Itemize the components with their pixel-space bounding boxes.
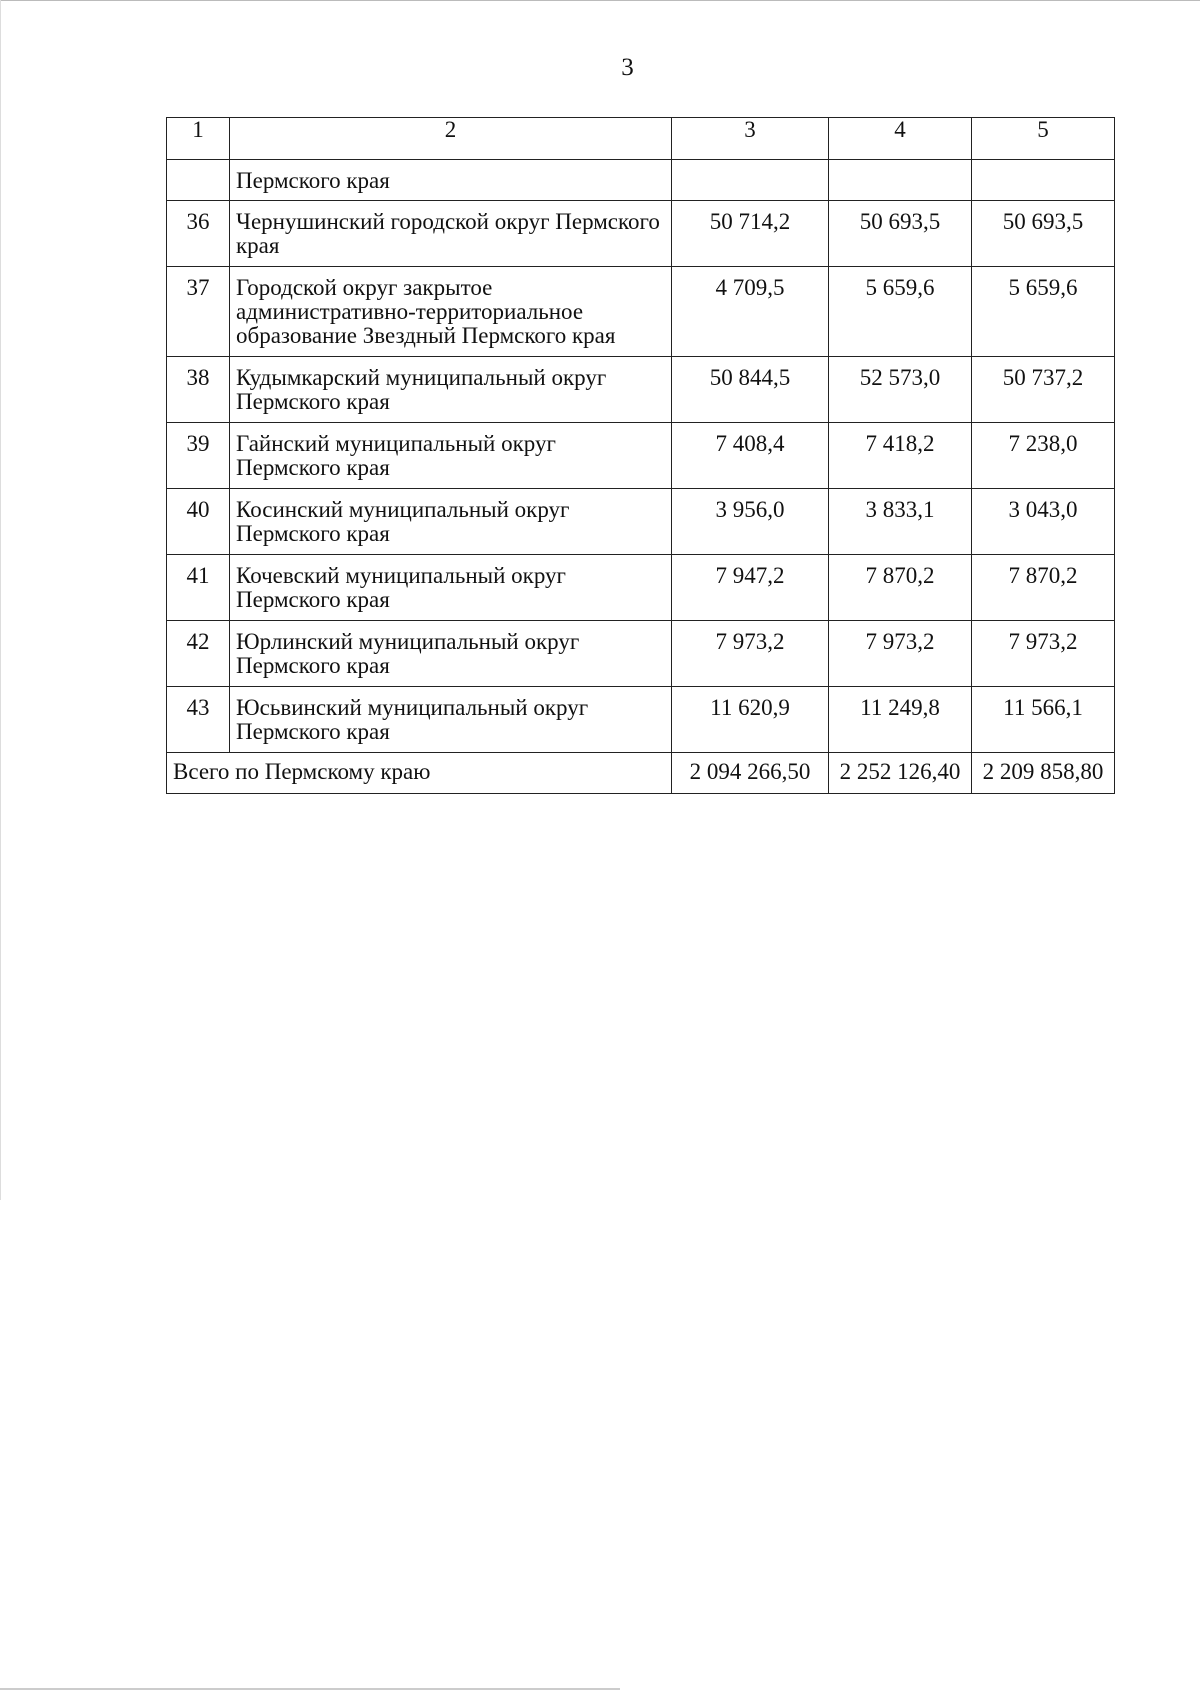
table-row	[167, 489, 1115, 555]
value-col4-cell: 7 870,2	[829, 555, 972, 621]
value-col4-cell: 3 833,1	[829, 489, 972, 555]
municipality-name-cell: Косинский муниципальный округ Пермского края	[230, 489, 672, 555]
header-cell-col5: 5	[972, 118, 1115, 160]
table-row	[167, 160, 1115, 201]
row-number-cell: 38	[167, 357, 230, 423]
municipality-name-cell: Кудымкарский муниципальный округ Пермского края	[230, 357, 672, 423]
header-cell-col3: 3	[672, 118, 829, 160]
municipality-name-cell: Чернушинский городской округ Пермского края	[230, 201, 672, 267]
municipality-name-cell: Кочевский муниципальный округ Пермского края	[230, 555, 672, 621]
table-row	[167, 357, 1115, 423]
value-col3-cell: 11 620,9	[672, 687, 829, 753]
row-number-cell	[167, 160, 230, 201]
value-col5-cell: 7 973,2	[972, 621, 1115, 687]
value-col3-cell: 7 408,4	[672, 423, 829, 489]
value-col3-cell: 7 973,2	[672, 621, 829, 687]
value-col3-cell	[672, 160, 829, 201]
value-col5-cell: 7 870,2	[972, 555, 1115, 621]
value-col4-cell: 11 249,8	[829, 687, 972, 753]
row-number-cell: 41	[167, 555, 230, 621]
scan-edge-left	[0, 0, 1, 1200]
header-cell-col2: 2	[230, 118, 672, 160]
value-col3-cell: 4 709,5	[672, 267, 829, 357]
municipality-name-cell: Пермского края	[230, 160, 672, 201]
scan-edge-top	[0, 0, 1200, 1]
value-col5-cell: 3 043,0	[972, 489, 1115, 555]
municipality-name-cell: Городской округ закрытое административно-территориальное образование Звездный Пермского края	[230, 267, 672, 357]
header-cell-col4: 4	[829, 118, 972, 160]
value-col3-cell: 50 714,2	[672, 201, 829, 267]
value-col5-cell: 11 566,1	[972, 687, 1115, 753]
table-row	[167, 555, 1115, 621]
budget-table	[166, 117, 1115, 794]
table-row	[167, 687, 1115, 753]
value-col4-cell: 7 418,2	[829, 423, 972, 489]
value-col3-cell: 3 956,0	[672, 489, 829, 555]
value-col4-cell: 7 973,2	[829, 621, 972, 687]
value-col5-cell: 5 659,6	[972, 267, 1115, 357]
value-col4-cell: 5 659,6	[829, 267, 972, 357]
page-number: 3	[621, 54, 634, 81]
header-cell-col1: 1	[167, 118, 230, 160]
row-number-cell: 37	[167, 267, 230, 357]
table-body	[167, 118, 1115, 794]
municipality-name-cell: Юрлинский муниципальный округ Пермского края	[230, 621, 672, 687]
value-col4-cell: 52 573,0	[829, 357, 972, 423]
value-col5-cell: 7 238,0	[972, 423, 1115, 489]
table-row	[167, 621, 1115, 687]
scan-edge-bottom	[0, 1688, 620, 1690]
value-col4-cell: 50 693,5	[829, 201, 972, 267]
value-col5-cell: 50 737,2	[972, 357, 1115, 423]
municipality-name-cell: Юсьвинский муниципальный округ Пермского края	[230, 687, 672, 753]
table-row	[167, 423, 1115, 489]
total-value-col3: 2 094 266,50	[672, 753, 829, 794]
table-row	[167, 201, 1115, 267]
row-number-cell: 39	[167, 423, 230, 489]
total-row	[167, 753, 1115, 794]
total-value-col5: 2 209 858,80	[972, 753, 1115, 794]
value-col3-cell: 7 947,2	[672, 555, 829, 621]
value-col4-cell	[829, 160, 972, 201]
total-label: Всего по Пермскому краю	[167, 753, 672, 794]
row-number-cell: 40	[167, 489, 230, 555]
row-number-cell: 43	[167, 687, 230, 753]
municipality-name-cell: Гайнский муниципальный округ Пермского края	[230, 423, 672, 489]
table-row	[167, 267, 1115, 357]
row-number-cell: 42	[167, 621, 230, 687]
value-col5-cell	[972, 160, 1115, 201]
row-number-cell: 36	[167, 201, 230, 267]
value-col3-cell: 50 844,5	[672, 357, 829, 423]
value-col5-cell: 50 693,5	[972, 201, 1115, 267]
total-value-col4: 2 252 126,40	[829, 753, 972, 794]
header-row	[167, 118, 1115, 160]
